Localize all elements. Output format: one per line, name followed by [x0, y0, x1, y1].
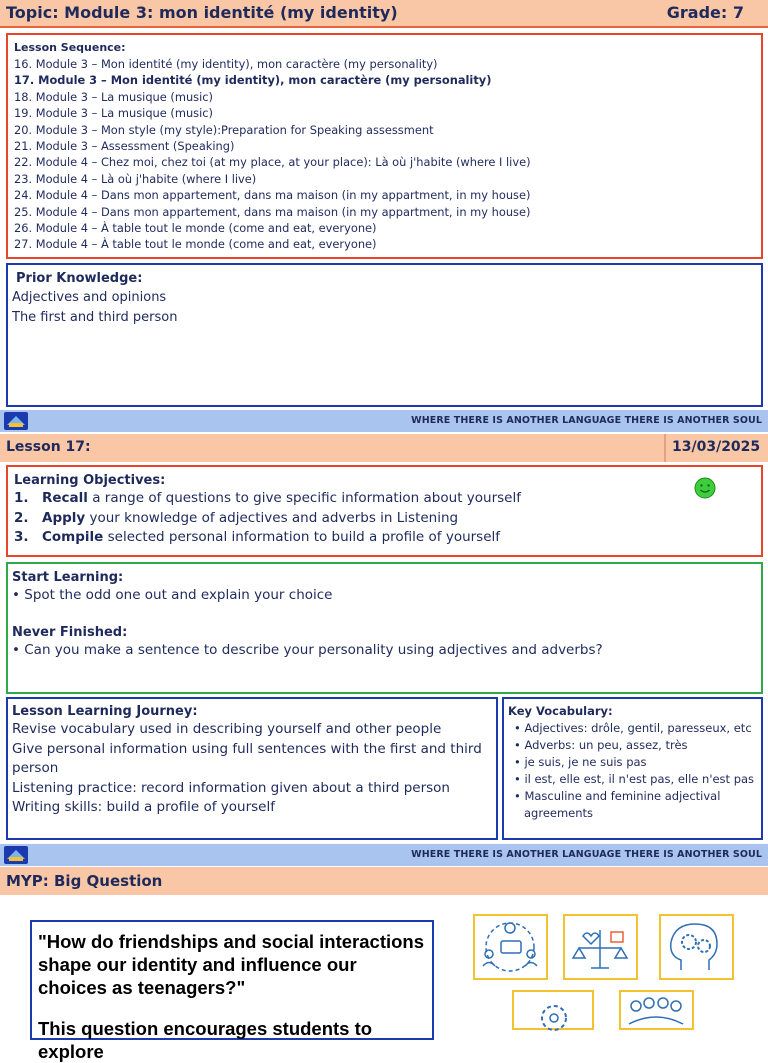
myp-header [0, 867, 768, 895]
community-group-icon [619, 990, 694, 1030]
sequence-item: 20. Module 3 – Mon style (my style):Preparation for Speaking assessment [14, 122, 434, 137]
group-discussion-icon [473, 914, 548, 980]
sequence-item: 25. Module 4 – Dans mon appartement, dans ma maison (in my appartment, in my house) [14, 204, 531, 219]
vocabulary-item: • Masculine and feminine adjectival agreements [514, 789, 721, 820]
lesson-header [0, 434, 768, 462]
sequence-item-current: 17. Module 3 – Mon identité (my identity), mon caractère (my personality) [14, 73, 492, 88]
topic-title: Topic: Module 3: mon identité (my identity) [6, 3, 398, 22]
grade-label: Grade: 7 [666, 3, 744, 22]
lesson-sequence-heading: Lesson Sequence: [14, 41, 126, 54]
vocabulary-item: • je suis, je ne suis pas [514, 755, 647, 769]
sequence-item: 19. Module 3 – La musique (music) [14, 106, 213, 121]
vocabulary-item: • Adverbs: un peu, assez, très [514, 738, 688, 752]
sequence-item: 26. Module 4 – À table tout le monde (come and eat, everyone) [14, 221, 377, 236]
never-finished-item: • Can you make a sentence to describe your personality using adjectives and adverbs? [12, 642, 603, 658]
sequence-item: 24. Module 4 – Dans mon appartement, dans ma maison (in my appartment, in my house) [14, 188, 531, 203]
motto-text: WHERE THERE IS ANOTHER LANGUAGE THERE IS ANOTHER SOUL [411, 415, 762, 426]
sequence-item: 22. Module 4 – Chez moi, chez toi (at my place, at your place): Là où j'habite (where I live) [14, 155, 531, 170]
balance-scale-icon [563, 914, 638, 980]
smiley-face-icon [694, 477, 716, 499]
school-crest-icon [3, 845, 29, 865]
objective-text: a range of questions to give specific information about yourself [87, 490, 521, 506]
objective-text: selected personal information to build a profile of yourself [103, 529, 501, 545]
objective-item [14, 509, 755, 529]
objective-number: 3. [14, 529, 29, 545]
motto-strip [0, 410, 768, 432]
sequence-item: 16. Module 3 – Mon identité (my identity), mon caractère (my personality) [14, 57, 438, 71]
big-question-text: "How do friendships and social interactions shape our identity and influence our choices as teenagers?" [38, 931, 425, 998]
prior-knowledge-panel [6, 263, 763, 407]
lesson-sequence-panel [6, 33, 763, 259]
objectives-heading: Learning Objectives: [14, 473, 166, 488]
learning-journey-panel [6, 697, 498, 840]
vocabulary-item: • il est, elle est, il n'est pas, elle n'est pas [514, 772, 755, 786]
start-learning-heading: Start Learning: [12, 570, 124, 585]
objective-number: 2. [14, 509, 29, 526]
prior-knowledge-item: Adjectives and opinions [12, 290, 167, 305]
big-question-box [30, 920, 434, 1062]
sequence-item: 21. Module 3 – Assessment (Speaking) [14, 139, 235, 154]
objective-number: 1. [14, 490, 29, 506]
lesson-date: 13/03/2025 [664, 434, 768, 462]
journey-item: Give personal information using full sentences with the first and third person [12, 740, 482, 776]
objective-text: your knowledge of adjectives and adverbs in Listening [85, 509, 459, 526]
sequence-item: 23. Module 4 – Là où j'habite (where I live) [14, 171, 257, 186]
never-finished-heading: Never Finished: [12, 625, 128, 640]
prior-knowledge-heading: Prior Knowledge: [16, 271, 143, 286]
vocabulary-item: • Adjectives: drôle, gentil, paresseux, etc [514, 721, 752, 735]
spacer [12, 606, 757, 626]
big-question-explanation: This question encourages students to explore [38, 1018, 373, 1062]
start-learning-item: • Spot the odd one out and explain your choice [12, 587, 333, 603]
journey-heading: Lesson Learning Journey: [12, 704, 198, 719]
school-crest-icon [3, 411, 29, 431]
objective-item [14, 528, 755, 548]
topic-header [0, 0, 768, 28]
objective-verb: Compile [42, 529, 104, 545]
motto-text: WHERE THERE IS ANOTHER LANGUAGE THERE IS ANOTHER SOUL [411, 849, 762, 860]
objective-item [14, 489, 755, 509]
learning-objectives-panel [6, 465, 763, 557]
start-learning-panel [6, 562, 763, 694]
key-vocabulary-panel [502, 697, 763, 840]
objective-verb: Apply [42, 509, 86, 526]
vocabulary-heading: Key Vocabulary: [508, 704, 613, 718]
gear-person-icon [512, 990, 594, 1030]
prior-knowledge-item: The first and third person [12, 310, 178, 325]
myp-title: MYP: Big Question [6, 872, 163, 890]
head-gears-icon [659, 914, 734, 980]
sequence-item: 27. Module 4 – À table tout le monde (come and eat, everyone) [14, 237, 377, 252]
journey-item: Listening practice: record information given about a third person [12, 779, 450, 796]
objective-verb: Recall [42, 490, 88, 506]
lesson-title: Lesson 17: [6, 439, 91, 455]
journey-item: Revise vocabulary used in describing yourself and other people [12, 721, 442, 737]
journey-item: Writing skills: build a profile of yourself [12, 799, 275, 815]
sequence-item: 18. Module 3 – La musique (music) [14, 89, 213, 104]
motto-strip [0, 844, 768, 866]
